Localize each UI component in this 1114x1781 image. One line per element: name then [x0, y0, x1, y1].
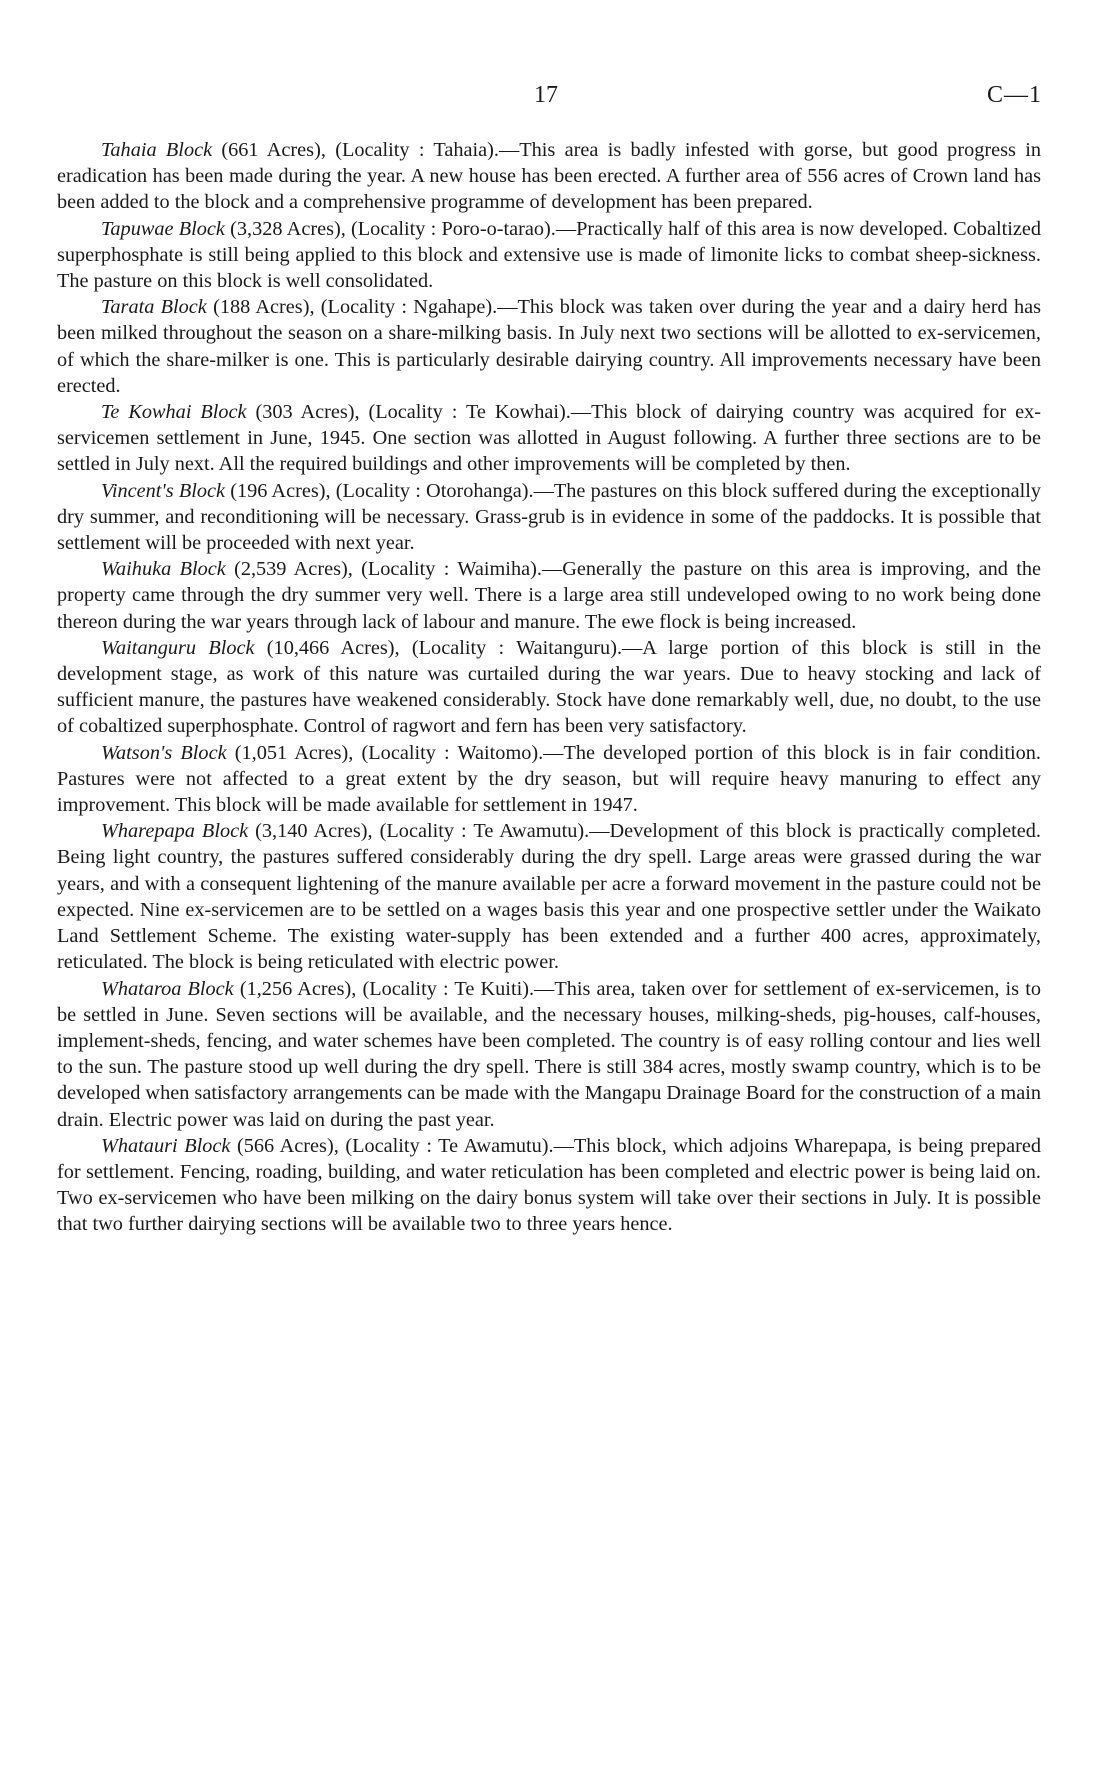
block-name: Vincent's Block — [101, 479, 226, 502]
block-description: (1,051 Acres), (Locality : Waitomo).—The developed portion of this block is in fair condition. Pastures were not affected to a great extent by the dry season, but will require heavy manuring to effect any improvement. This block will be made available for settlement in 1947. — [57, 741, 1042, 817]
block-name: Wharepapa Block — [101, 820, 249, 843]
block-paragraph — [57, 216, 1041, 295]
block-name: Waitanguru Block — [101, 636, 255, 659]
block-paragraph — [57, 635, 1041, 740]
block-description: (303 Acres), (Locality : Te Kowhai).—This block of dairying country was acquired for ex-servicemen settlement in June, 1945. One section was allotted in August following. A further three sections are to be settled in July next. All the required buildings and other improvements will be completed by then. — [57, 401, 1041, 476]
block-name: Whatauri Block — [101, 1134, 231, 1157]
block-paragraph — [57, 740, 1041, 819]
block-paragraph — [57, 294, 1041, 399]
block-description: (661 Acres), (Locality : Tahaia).—This area is badly infested with gorse, but good progress in eradication has been made during the year. A new house has been erected. A further area of 556 acres of Crown land has been added to the block and a comprehensive programme of development has been prepared. — [57, 139, 1041, 214]
block-paragraph — [57, 818, 1041, 975]
block-name: Te Kowhai Block — [101, 401, 247, 424]
block-description: (10,466 Acres), (Locality : Waitanguru).—A large portion of this block is still in the development stage, as work of this nature was curtailed during the war years. Due to heavy stocking and lack of sufficient manure, the pastures have weakened considerably. Stock have done remarkably well, due, no doubt, to the use of cobaltized superphosphate. Control of ragwort and fern has been very satisfactory. — [57, 636, 1041, 738]
page-number: 17 — [534, 82, 558, 108]
block-description: (1,256 Acres), (Locality : Te Kuiti).—This area, taken over for settlement of ex-servicemen, is to be settled in June. Seven sections will be available, and the necessary houses, milking-sheds, pig-houses, calf-houses, implement-sheds, fencing, and water schemes have been completed. The country is of easy rolling contour and lies well to the sun. The pasture stood up well during the dry spell. There is still 384 acres, mostly swamp country, which is to be developed when satisfactory arrangements can be made with the Mangapu Drainage Board for the construction of a main drain. Electric power was laid on during the past year. — [57, 977, 1041, 1131]
block-name: Tarata Block — [101, 296, 207, 319]
body-text — [57, 137, 1041, 1238]
block-paragraph — [57, 399, 1041, 478]
block-paragraph — [57, 137, 1041, 216]
page-header — [0, 82, 1114, 116]
block-name: Tapuwae Block — [101, 217, 225, 240]
block-paragraph — [57, 556, 1041, 635]
block-description: (566 Acres), (Locality : Te Awamutu).—This block, which adjoins Wharepapa, is being prepared for settlement. Fencing, roading, building, and water reticulation has been completed and electric power is being laid on. Two ex-servicemen who have been milking on the dairy bonus system will take over their sections in July. It is possible that two further dairying sections will be available two to three years hence. — [57, 1134, 1041, 1236]
block-description: (2,539 Acres), (Locality : Waimiha).—Generally the pasture on this area is improving, and the property came through the dry summer very well. There is a large area still undeveloped owing to no work being done thereon during the war years through lack of labour and manure. The ewe flock is being increased. — [57, 558, 1041, 633]
block-name: Waihuka Block — [101, 558, 226, 581]
block-paragraph — [57, 976, 1041, 1133]
block-name: Watson's Block — [101, 741, 227, 764]
block-description: (196 Acres), (Locality : Otorohanga).—The pastures on this block suffered during the exceptionally dry summer, and reconditioning will be necessary. Grass-grub is in evidence in some of the paddocks. It is possible that settlement will be proceeded with next year. — [57, 479, 1041, 555]
block-paragraph — [57, 1133, 1041, 1238]
block-paragraph — [57, 478, 1041, 557]
block-description: (3,328 Acres), (Locality : Poro-o-tarao).—Practically half of this area is now developed. Cobaltized superphosphate is still being applied to this block and extensive use is made of limonite licks to combat sheep-sickness. The pasture on this block is well consolidated. — [57, 217, 1041, 293]
block-description: (3,140 Acres), (Locality : Te Awamutu).—Development of this block is practically completed. Being light country, the pastures suffered considerably during the dry spell. Large areas were grassed during the war years, and with a consequent lightening of the manure available per acre a forward movement in the pasture could not be expected. Nine ex-servicemen are to be settled on a wages basis this year and one prospective settler under the Waikato Land Settlement Scheme. The existing water-supply has been extended and a further 400 acres, approximately, reticulated. The block is being reticulated with electric power. — [57, 820, 1041, 974]
block-name: Tahaia Block — [101, 139, 213, 161]
document-reference: C—1 — [986, 82, 1042, 108]
block-name: Whataroa Block — [101, 977, 234, 1000]
block-description: (188 Acres), (Locality : Ngahape).—This block was taken over during the year and a dairy herd has been milked throughout the season on a share-milking basis. In July next two sections will be allotted to ex-servicemen, of which the share-milker is one. This is particularly desirable dairying country. All improvements necessary have been erected. — [57, 296, 1041, 397]
